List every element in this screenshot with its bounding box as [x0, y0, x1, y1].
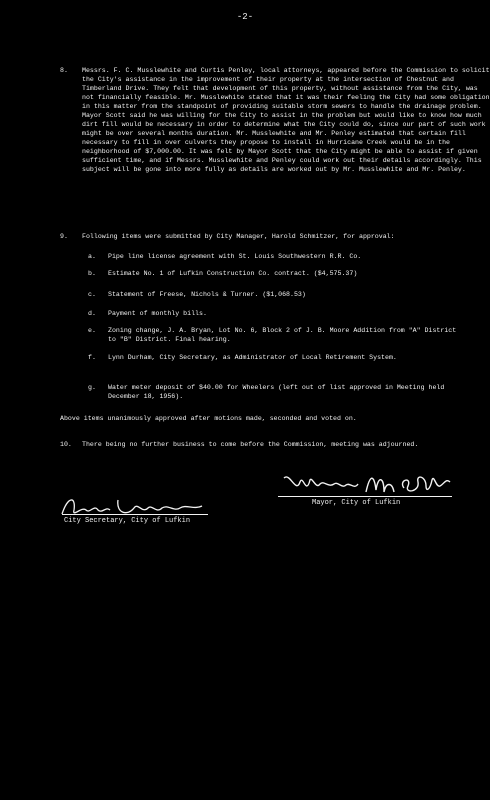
item-number: 10.: [60, 441, 72, 448]
subitem-text: Payment of monthly bills.: [108, 310, 207, 317]
subitem-letter: d.: [88, 310, 96, 317]
item-text: Following items were submitted by City Manager, Harold Schmitzer, for approval:: [82, 233, 395, 240]
subitem-letter: e.: [88, 327, 96, 334]
item-number: 9.: [60, 233, 68, 240]
subitem-letter: c.: [88, 291, 96, 298]
subitem-text: Zoning change, J. A. Bryan, Lot No. 6, Block 2 of J. B. Moore Addition from "A" District to "B" District. Final hearing.: [108, 327, 457, 343]
page-number: -2-: [236, 12, 254, 22]
subitem-letter: a.: [88, 253, 96, 260]
secretary-signature-line: [62, 514, 208, 515]
approval-note: Above items unanimously approved after motions made, seconded and voted on.: [60, 415, 357, 422]
item-text: There being no further business to come before the Commission, meeting was adjourned.: [82, 441, 419, 448]
subitem-text: Lynn Durham, City Secretary, as Administrator of Local Retirement System.: [108, 354, 397, 361]
item-number: 8.: [60, 67, 68, 74]
item-text: Messrs. F. C. Musslewhite and Curtis Penley, local attorneys, appeared before the Commission to solicit the City's assistance in the improvement of their property at the intersection of Chestnut and Timberland Drive. They felt that development of this property, without assistance from the City, was not financially feasible. Mr. Musslewhite stated that it was their feeling the City had some obligation in this matter from the standpoint of providing suitable storm sewers to handle the drainage problem. Mayor Scott said he was willing for the City to assist in the problem but would like to know how much dirt fill would be necessary in order to determine what the City could do, since our part of such work might be over several months duration. Mr. Musslewhite and Mr. Penley estimated that certain fill necessary to fill in over culverts they propose to install in Hurricane Creek would be in the neighborhood of $7,000.00. It was felt by Mayor Scott that the City might be able to assist if given sufficient time, and if Messrs. Musslewhite and Penley could work out their details accordingly. This subject will be gone into more fully as details are worked out by Mr. Musslewhite and Mr. Penley.: [82, 67, 490, 173]
mayor-caption: Mayor, City of Lufkin: [312, 499, 401, 507]
subitem-letter: f.: [88, 354, 96, 361]
subitem-text: Water meter deposit of $40.00 for Wheelers (left out of list approved in Meeting held December 18, 1956).: [108, 384, 445, 400]
subitem-text: Statement of Freese, Nichols & Turner. ($1,068.53): [108, 291, 306, 298]
subitem-text: Estimate No. 1 of Lufkin Construction Co. contract. ($4,575.37): [108, 270, 358, 277]
subitem-letter: b.: [88, 270, 96, 277]
subitem-letter: g.: [88, 384, 96, 391]
mayor-signature-line: [278, 496, 452, 497]
secretary-caption: City Secretary, City of Lufkin: [64, 517, 191, 525]
subitem-text: Pipe line license agreement with St. Louis Southwestern R.R. Co.: [108, 253, 362, 260]
